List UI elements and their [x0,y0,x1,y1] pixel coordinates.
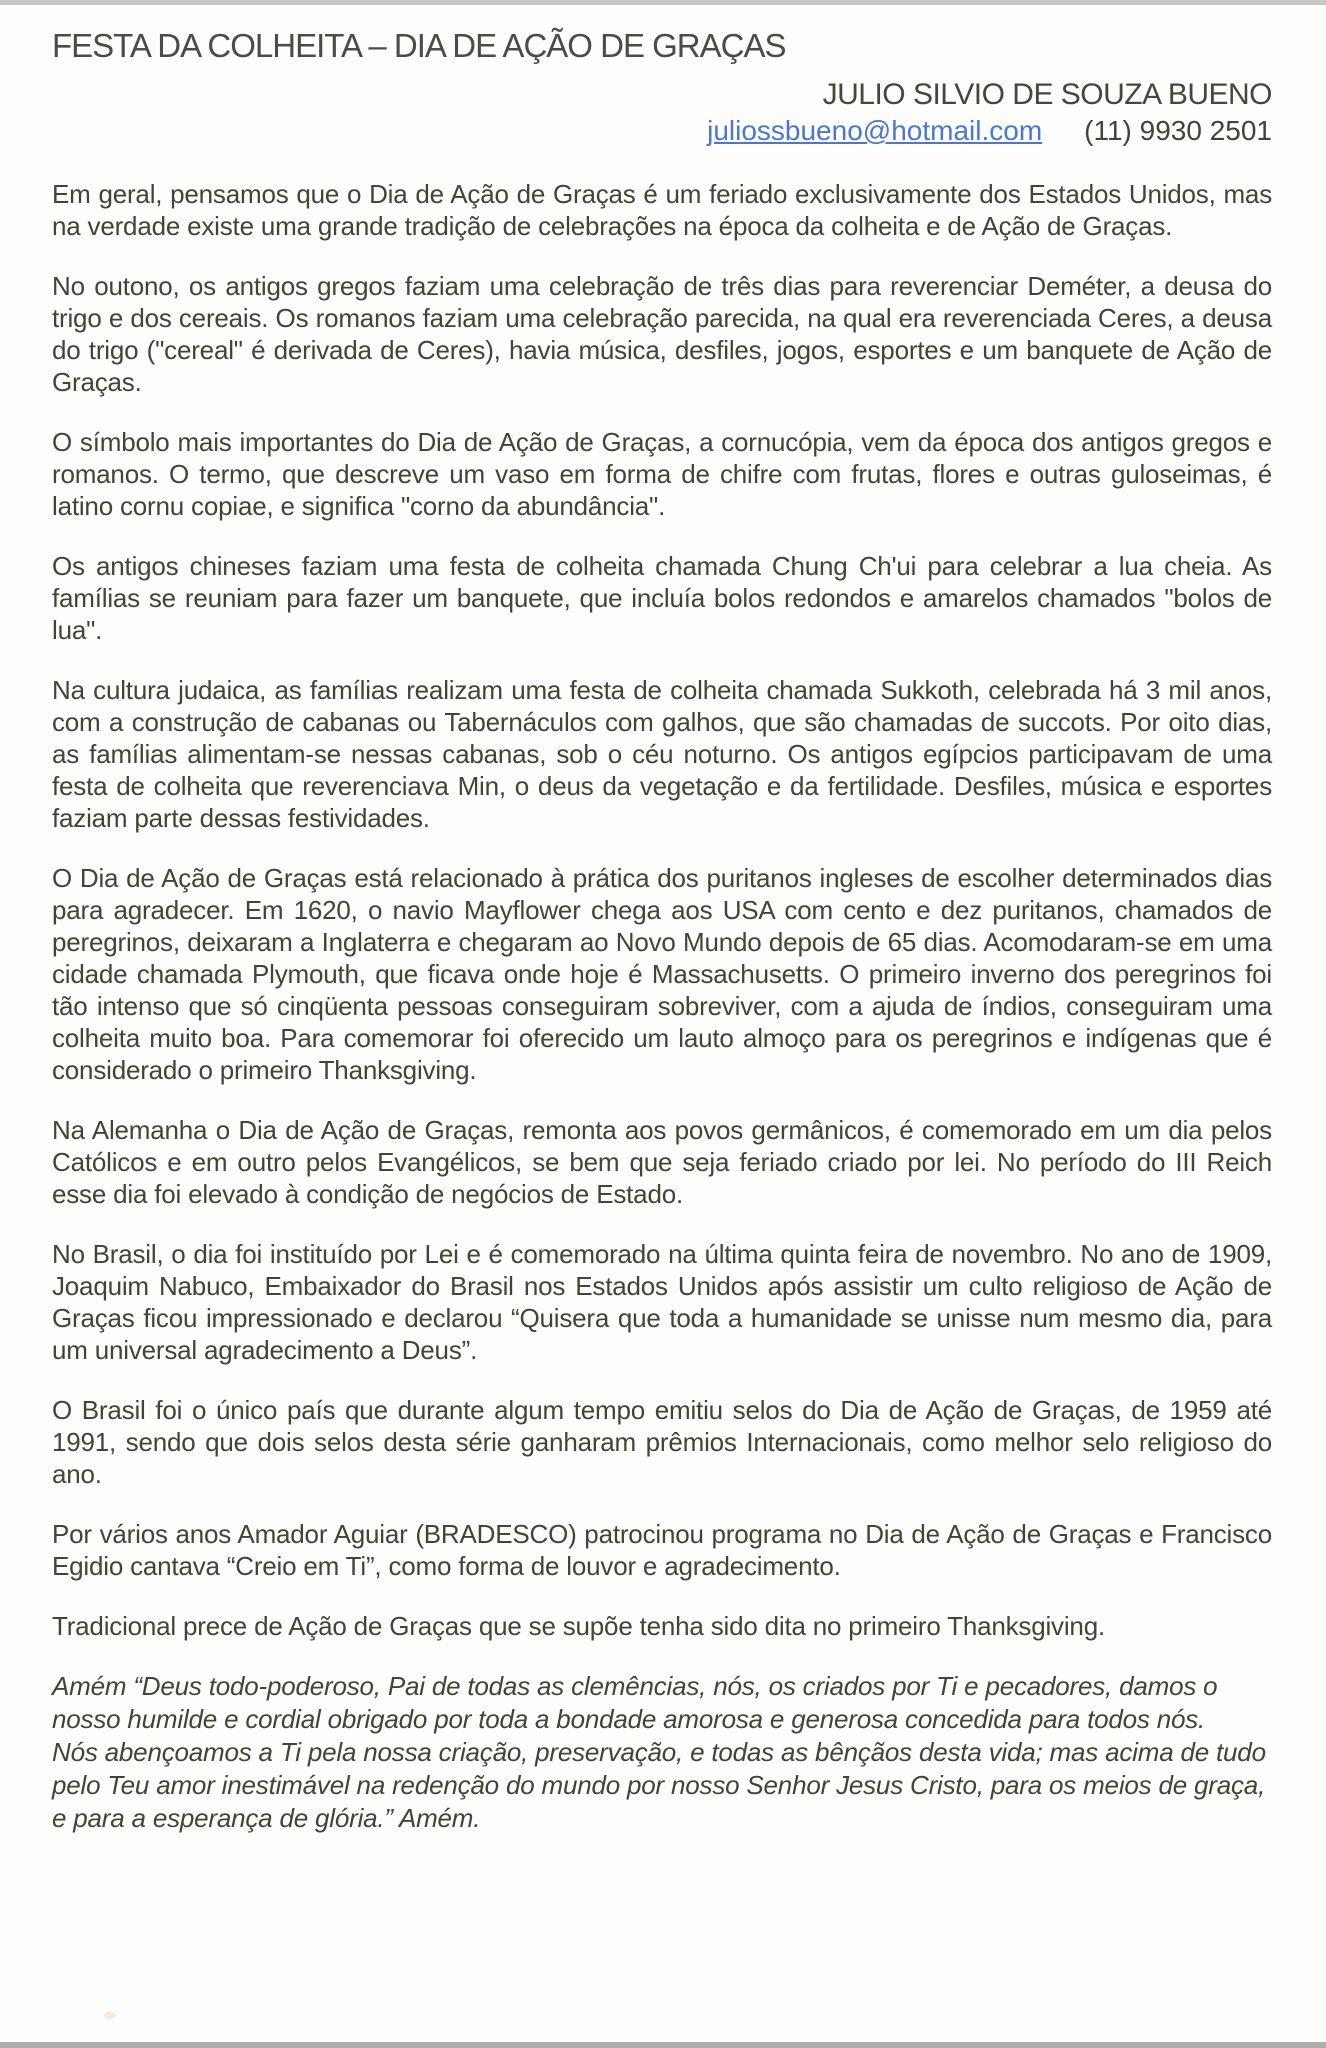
author-name: JULIO SILVIO DE SOUZA BUENO [822,78,1272,111]
paragraph-5: Na cultura judaica, as famílias realizam uma festa de colheita chamada Sukkoth, celebrada há 3 mil anos, com a construção de cabanas ou Tabernáculos com galhos, que são chamadas de succots. Por oito dias, as famílias alimentam-se nessas cabanas, sob o céu noturno. Os antigos egípcios participavam de uma festa de colheita que reverenciava Min, o deus da vegetação e da fertilidade. Desfiles, música e esportes faziam parte dessas festividades. [52,675,1272,833]
paragraph-6: O Dia de Ação de Graças está relacionado à prática dos puritanos ingleses de escolher determinados dias para agradecer. Em 1620, o navio Mayflower chega aos USA com cento e dez puritanos, chamados de peregrinos, deixaram a Inglaterra e chegaram ao Novo Mundo depois de 65 dias. Acomodaram-se em uma cidade chamada Plymouth, que ficava onde hoje é Massachusetts. O primeiro inverno dos peregrinos foi tão intenso que só cinqüenta pessoas conseguiram sobreviver, com a ajuda de índios, conseguiram uma colheita muito boa. Para comemorar foi oferecido um lauto almoço para os peregrinos e indígenas que é considerado o primeiro Thanksgiving. [52,863,1272,1085]
phone-number: (11) 9930 2501 [1084,115,1272,146]
contact-line [52,114,1272,148]
body-paragraphs [52,178,1272,1642]
page-title: FESTA DA COLHEITA – DIA DE AÇÃO DE GRAÇAS [52,27,786,64]
scan-edge-top [0,0,1326,5]
paragraph-1: Em geral, pensamos que o Dia de Ação de Graças é um feriado exclusivamente dos Estados Unidos, mas na verdade existe uma grande tradição de celebrações na época da colheita e de Ação de Graças. [52,179,1272,241]
paragraph-2: No outono, os antigos gregos faziam uma celebração de três dias para reverenciar Deméter, a deusa do trigo e dos cereais. Os romanos faziam uma celebração parecida, na qual era reverenciada Ceres, a deusa do trigo ("cereal" é derivada de Ceres), havia música, desfiles, jogos, esportes e um banquete de Ação de Graças. [52,271,1272,397]
prayer-line-2: Nós abençoamos a Ti pela nossa criação, preservação, e todas as bênçãos desta vida; mas acima de tudo pelo Teu amor inestimável na redenção do mundo por nosso Senhor Jesus Cristo, para os meios de graça, e para a esperança de glória.” Amém. [52,1737,1266,1833]
paragraph-7: Na Alemanha o Dia de Ação de Graças, remonta aos povos germânicos, é comemorado em um dia pelos Católicos e em outro pelos Evangélicos, se bem que seja feriado criado por lei. No período do III Reich esse dia foi elevado à condição de negócios de Estado. [52,1115,1272,1209]
scan-edge-bottom [0,2042,1326,2048]
scan-artifact-dot [104,2012,116,2019]
paragraph-4: Os antigos chineses faziam uma festa de colheita chamada Chung Ch'ui para celebrar a lua cheia. As famílias se reuniam para fazer um banquete, que incluía bolos redondos e amarelos chamados "bolos de lua". [52,551,1272,645]
paragraph-9: O Brasil foi o único país que durante algum tempo emitiu selos do Dia de Ação de Graças, de 1959 até 1991, sendo que dois selos desta série ganharam prêmios Internacionais, como melhor selo religioso do ano. [52,1395,1272,1489]
paragraph-11: Tradicional prece de Ação de Graças que se supõe tenha sido dita no primeiro Thanksgiving. [52,1611,1105,1641]
paragraph-3: O símbolo mais importantes do Dia de Ação de Graças, a cornucópia, vem da época dos antigos gregos e romanos. O termo, que descreve um vaso em forma de chifre com frutas, flores e outras guloseimas, é latino cornu copiae, e significa "corno da abundância". [52,427,1272,521]
email-link[interactable]: juliossbueno@hotmail.com [707,115,1043,146]
paragraph-10: Por vários anos Amador Aguiar (BRADESCO) patrocinou programa no Dia de Ação de Graças e Francisco Egidio cantava “Creio em Ti”, como forma de louvor e agradecimento. [52,1519,1272,1581]
paragraph-8: No Brasil, o dia foi instituído por Lei e é comemorado na última quinta feira de novembro. No ano de 1909, Joaquim Nabuco, Embaixador do Brasil nos Estados Unidos após assistir um culto religioso de Ação de Graças ficou impressionado e declarou “Quisera que toda a humanidade se unisse num mesmo dia, para um universal agradecimento a Deus”. [52,1239,1272,1365]
prayer-line-1: Amém “Deus todo-poderoso, Pai de todas as clemências, nós, os criados por Ti e pecadores, damos o nosso humilde e cordial obrigado por toda a bondade amorosa e generosa concedida para todos nós. [52,1671,1218,1734]
prayer-text [52,1670,1272,1835]
